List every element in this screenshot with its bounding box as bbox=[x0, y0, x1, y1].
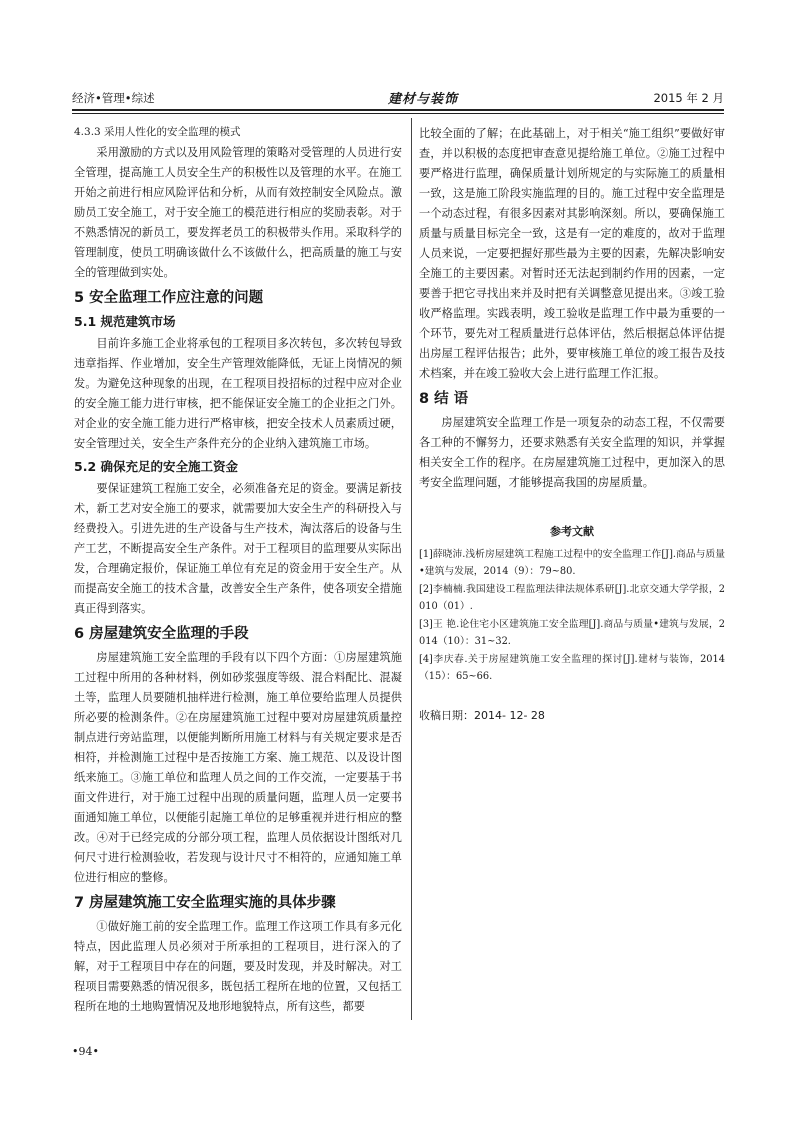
section-5-2-body: 要保证建筑工程施工安全，必须准备充足的资金。要满足新技术，新工艺对安全施工的要求，就需要加大安全生产的科研投入与经费投入。引进先进的生产设备与生产技术，淘汰落后的设备与生产工艺，不断提高安全生产条件。对于工程项目的监理要从实际出发，合理确定报价，保证施工单位有充足的资金用于安全生产。从而提高安全施工的技术含量，改善安全生产条件，使各项安全措施真正得到落实。 bbox=[74, 482, 402, 615]
reference-item: [2]李楠楠.我国建设工程监理法律法规体系研[J].北京交通大学学报，2010（01）. bbox=[419, 584, 725, 612]
reference-item: [4]李庆春.关于房屋建筑施工安全监理的探讨[J].建材与装饰，2014（15）：65~66. bbox=[419, 654, 725, 682]
reference-item: [3]王 艳.论住宅小区建筑施工安全监理[J].商品与质量•建筑与发展，2014（10）：31~32. bbox=[419, 619, 725, 647]
header-section-label: 经济•管理•综述 bbox=[72, 91, 155, 105]
left-column bbox=[74, 124, 402, 1017]
page-number: •94• bbox=[72, 1045, 99, 1058]
section-8-title: 8 结 语 bbox=[419, 391, 469, 407]
column-divider bbox=[411, 118, 412, 1020]
section-4-3-3-body: 采用激励的方式以及用风险管理的策略对受管理的人员进行安全管理，提高施工人员安全生产的积极性以及管理的水平。在施工开始之前进行相应风险评估和分析，从而有效控制安全风险点。激励员工安全施工，对于安全施工的模范进行相应的奖励表彰。对于不熟悉情况的新员工，要发挥老员工的积极带头作用。采取科学的管理制度，使员工明确该做什么不该做什么，把高质量的施工与安全的管理做到实处。 bbox=[74, 146, 402, 279]
reference-item: [1]薛晓沛.浅析房屋建筑工程施工过程中的安全监理工作[J].商品与质量•建筑与发展，2014（9）：79~80. bbox=[419, 549, 725, 577]
section-7-body-continued: 比较全面的了解；在此基础上，对于相关“施工组织”要做好审查，并以积极的态度把审查意见提给施工单位。②施工过程中要严格进行监理，确保质量计划所规定的与实际施工的质量相一致，这是施工阶段实施监理的目的。施工过程中安全监理是一个动态过程，有很多因素对其影响深刻。所以，要确保施工质量与质量目标完全一致，这是有一定的难度的，故对于监理人员来说，一定要把握好那些最为主要的因素，先解决影响安全施工的主要因素。对暂时还无法起到制约作用的因素，一定要善于把它寻找出来并及时把有关调整意见提出来。③竣工验收严格监理。实践表明，竣工验收是监理工作中最为重要的一个环节，要先对工程质量进行总体评估，然后根据总体评估提出房屋工程评估报告；此外，要审核施工单位的竣工报告及技术档案，并在竣工验收大会上进行监理工作汇报。 bbox=[419, 127, 725, 380]
header-rule-thick bbox=[72, 109, 724, 111]
header-rule-thin bbox=[72, 113, 724, 114]
issue-date: 2015 年 2 月 bbox=[653, 91, 724, 105]
section-5-title: 5 安全监理工作应注意的问题 bbox=[74, 290, 264, 306]
references-title: 参考文献 bbox=[550, 525, 594, 538]
section-4-3-3-title: 4.3.3 采用人性化的安全监理的模式 bbox=[74, 126, 241, 138]
section-6-title: 6 房屋建筑安全监理的手段 bbox=[74, 626, 249, 642]
received-date: 收稿日期：2014- 12- 28 bbox=[419, 709, 545, 722]
right-column bbox=[419, 124, 725, 723]
section-6-body: 房屋建筑施工安全监理的手段有以下四个方面：①房屋建筑施工过程中所用的各种材料，例如砂浆强度等级、混合料配比、混凝土等，监理人员要随机抽样进行检测，施工单位要给监理人员提供所必要的检测条件。②在房屋建筑施工过程中要对房屋建筑质量控制点进行旁站监理，以便能判断所用施工材料与有关规定要求是否相符，并检测施工过程中是否按施工方案、施工规范、以及设计图纸来施工。③施工单位和监理人员之间的工作交流，一定要基于书面文件进行，对于施工过程中出现的质量问题，监理人员一定要书面通知施工单位，以便能引起施工单位的足够重视并进行相应的整改。④对于已经完成的分部分项工程，监理人员依据设计图纸对几何尺寸进行检测验收，若发现与设计尺寸不相符的，应通知施工单位进行相应的整修。 bbox=[74, 651, 402, 884]
section-7-body: ①做好施工前的安全监理工作。监理工作这项工作具有多元化特点，因此监理人员必须对于所承担的工程项目，进行深入的了解，对于工程项目中存在的问题，要及时发现，并及时解决。对工程项目需要熟悉的情况很多，既包括工程所在地的位置，又包括工程所在地的土地购置情况及地形地貌特点，所有这些，都要 bbox=[74, 920, 402, 1013]
section-8-body: 房屋建筑安全监理工作是一项复杂的动态工程，不仅需要各工种的不懈努力，还要求熟悉有关安全监理的知识，并掌握相关安全工作的程序。在房屋建筑施工过程中，更加深入的思考安全监理问题，才能够提高我国的房屋质量。 bbox=[419, 416, 725, 489]
section-5-2-title: 5.2 确保充足的安全施工资金 bbox=[74, 459, 238, 474]
section-5-1-body: 目前许多施工企业将承包的工程项目多次转包，多次转包导致违章指挥、作业增加，安全生产管理效能降低，无证上岗情况的频发。为避免这种现象的出现，在工程项目投招标的过程中应对企业的安全施工能力进行审核，把不能保证安全施工的企业拒之门外。对企业的安全施工能力进行严格审核，把安全技术人员素质过硬，安全管理过关，安全生产条件充分的企业纳入建筑施工市场。 bbox=[74, 337, 402, 450]
running-header bbox=[72, 88, 724, 110]
section-7-title: 7 房屋建筑施工安全监理实施的具体步骤 bbox=[74, 895, 336, 911]
section-5-1-title: 5.1 规范建筑市场 bbox=[74, 314, 176, 329]
journal-name: 建材与装饰 bbox=[388, 92, 459, 107]
